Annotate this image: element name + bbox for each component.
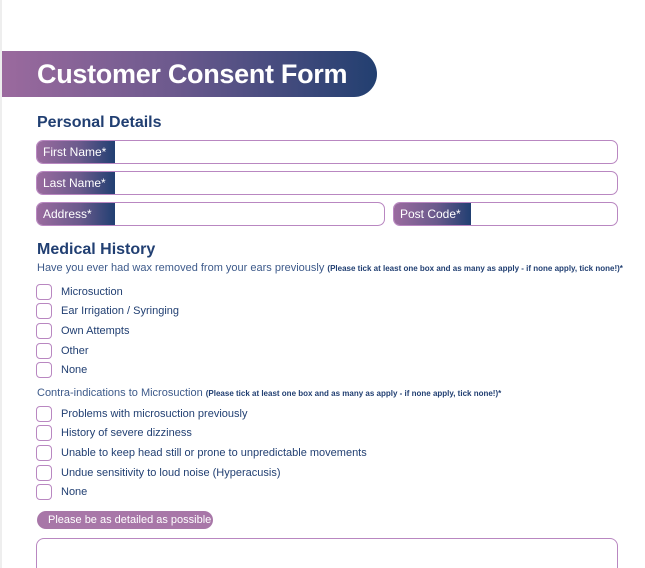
option-none[interactable] <box>36 360 179 380</box>
section-title-medical-history: Medical History <box>37 241 156 258</box>
address-label: Address* <box>37 203 115 225</box>
first-name-input[interactable] <box>115 141 617 163</box>
option-hyperacusis[interactable] <box>36 463 367 483</box>
title-banner <box>2 51 377 97</box>
address-field <box>36 202 385 226</box>
post-code-field <box>393 202 618 226</box>
option-unpredictable-movements[interactable] <box>36 443 367 463</box>
last-name-field <box>36 171 618 195</box>
option-ear-irrigation[interactable] <box>36 302 179 322</box>
checkbox[interactable] <box>36 445 52 461</box>
contra-indications-question-note: (Please tick at least one box and as many as apply - if none apply, tick none!)* <box>205 389 502 398</box>
checkbox[interactable] <box>36 425 52 441</box>
option-label: Undue sensitivity to loud noise (Hyperacusis) <box>61 466 281 479</box>
details-label-pill: Please be as detailed as possible <box>37 511 213 529</box>
page-title: Customer Consent Form <box>37 58 348 89</box>
option-label: Ear Irrigation / Syringing <box>61 305 179 318</box>
wax-removal-question <box>37 262 623 274</box>
contra-indications-question-text: Contra-indications to Microsuction <box>37 387 206 399</box>
option-label: None <box>61 486 88 499</box>
last-name-label: Last Name* <box>37 172 115 194</box>
checkbox[interactable] <box>36 362 52 378</box>
contra-indications-options <box>36 404 367 502</box>
option-own-attempts[interactable] <box>36 321 179 341</box>
checkbox[interactable] <box>36 303 52 319</box>
checkbox[interactable] <box>36 484 52 500</box>
checkbox[interactable] <box>36 284 52 300</box>
wax-removal-options <box>36 282 179 380</box>
checkbox[interactable] <box>36 343 52 359</box>
checkbox[interactable] <box>36 323 52 339</box>
checkbox[interactable] <box>36 465 52 481</box>
section-title-personal-details: Personal Details <box>37 114 162 131</box>
option-label: History of severe dizziness <box>61 427 192 440</box>
contra-indications-question <box>37 387 501 399</box>
option-label: Other <box>61 344 89 357</box>
option-none[interactable] <box>36 482 367 502</box>
option-label: None <box>61 364 88 377</box>
first-name-field <box>36 140 618 164</box>
wax-removal-question-text: Have you ever had wax removed from your ears previously <box>37 262 328 274</box>
option-other[interactable] <box>36 341 179 361</box>
option-label: Own Attempts <box>61 324 130 337</box>
details-textarea[interactable] <box>36 538 618 568</box>
option-microsuction[interactable] <box>36 282 179 302</box>
first-name-label: First Name* <box>37 141 115 163</box>
wax-removal-question-note: (Please tick at least one box and as many as apply - if none apply, tick none!)* <box>327 264 623 273</box>
last-name-input[interactable] <box>115 172 617 194</box>
post-code-input[interactable] <box>471 203 618 225</box>
post-code-label: Post Code* <box>394 203 471 225</box>
option-problems-microsuction[interactable] <box>36 404 367 424</box>
checkbox[interactable] <box>36 406 52 422</box>
address-input[interactable] <box>115 203 384 225</box>
option-label: Unable to keep head still or prone to unpredictable movements <box>61 446 367 459</box>
option-severe-dizziness[interactable] <box>36 424 367 444</box>
option-label: Microsuction <box>61 285 123 298</box>
option-label: Problems with microsuction previously <box>61 407 248 420</box>
